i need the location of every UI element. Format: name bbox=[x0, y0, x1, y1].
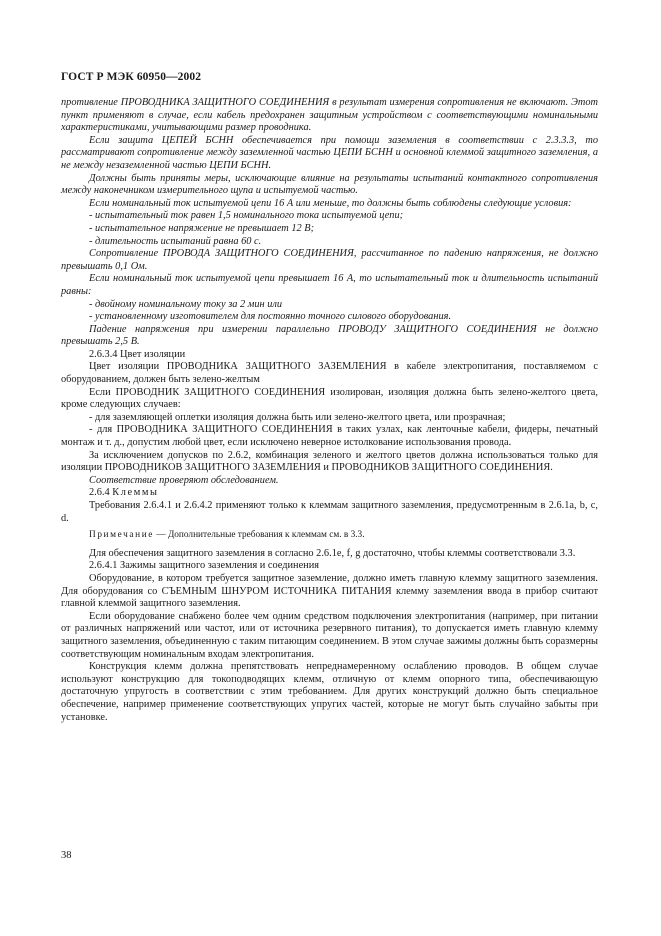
paragraph: Если оборудование снабжено более чем одним средством подключения электропитания (например, при питании от различных напряжений или частот, или от источника резервного питания), то допускается иметь главную клемму защитного заземления, объединенную с таким питающим соединением. В этом случае зажимы должны быть соразмерны соответствующим номинальным входам электропитания. bbox=[61, 610, 598, 660]
paragraph: Падение напряжения при измерении параллельно ПРОВОДУ ЗАЩИТНОГО СОЕДИНЕНИЯ не должно превышать 2,5 В. bbox=[61, 323, 598, 348]
section-title-spaced: Клеммы bbox=[112, 487, 159, 499]
document-body bbox=[61, 97, 598, 724]
note bbox=[61, 529, 598, 542]
paragraph: Если ПРОВОДНИК ЗАЩИТНОГО СОЕДИНЕНИЯ изолирован, изоляция должна быть зелено-желтого цвета, кроме следующих случаев: bbox=[61, 386, 598, 411]
list-item: - длительность испытаний равна 60 с. bbox=[89, 235, 262, 247]
list-item: - испытательное напряжение не превышает 12 В; bbox=[89, 222, 315, 234]
list-item: - для заземляющей оплетки изоляция должна быть или зелено-желтого цвета, или прозрачная; bbox=[89, 411, 506, 423]
paragraph: Соответствие проверяют обследованием. bbox=[89, 474, 279, 486]
paragraph: противление ПРОВОДНИКА ЗАЩИТНОГО СОЕДИНЕНИЯ в результат измерения сопротивления не включают. Этот пункт применяют в случае, если кабель предохранен защитным устройством с соответствующими номинальными характеристиками, учитывающими размер проводника. bbox=[61, 97, 598, 134]
paragraph: Если номинальный ток испытуемой цепи превышает 16 А, то испытательный ток и длительность испытаний равны: bbox=[61, 273, 598, 297]
paragraph: Сопротивление ПРОВОДА ЗАЩИТНОГО СОЕДИНЕНИЯ, рассчитанное по падению напряжения, не должно превышать 0,1 Ом. bbox=[61, 248, 598, 272]
paragraph: За исключением допусков по 2.6.2, комбинация зеленого и желтого цветов должна использоваться только для изоляции ПРОВОДНИКОВ ЗАЩИТНОГО ЗАЗЕМЛЕНИЯ и ПРОВОДНИКОВ ЗАЩИТНОГО СОЕДИНЕНИЯ. bbox=[61, 449, 598, 474]
list-item: - двойному номинальному току за 2 мин или bbox=[89, 298, 283, 310]
page-number: 38 bbox=[61, 850, 72, 861]
paragraph: Должны быть приняты меры, исключающие влияние на результаты испытаний контактного сопротивления между наконечником измерительного щупа и испытуемой частью. bbox=[61, 172, 598, 197]
paragraph: Требования 2.6.4.1 и 2.6.4.2 применяют только к клеммам защитного заземления, предусмотренным в 2.6.1а, b, c, d. bbox=[61, 500, 598, 524]
note-label: Примечание bbox=[89, 530, 154, 541]
paragraph: Оборудование, в котором требуется защитное заземление, должно иметь главную клемму защитного заземления. Для оборудования со СЪЕМНЫМ ШНУРОМ ИСТОЧНИКА ПИТАНИЯ клемму заземления ввода в прибор считают главной клеммой защитного заземления. bbox=[61, 572, 598, 610]
list-item: - испытательный ток равен 1,5 номинального тока испытуемой цепи; bbox=[89, 210, 404, 222]
paragraph: Если номинальный ток испытуемой цепи 16 А или меньше, то должны быть соблюдены следующие условия: bbox=[89, 197, 572, 209]
note-text: — Дополнительные требования к клеммам см. в 3.3. bbox=[154, 530, 365, 541]
section-heading bbox=[61, 487, 598, 500]
list-item: - для ПРОВОДНИКА ЗАЩИТНОГО СОЕДИНЕНИЯ в таких узлах, как ленточные кабели, фидеры, печатный монтаж и т. д., допустим любой цвет, если исключено неверное истолкование использования провода. bbox=[61, 424, 598, 449]
paragraph: Если защита ЦЕПЕЙ БСНН обеспечивается при помощи заземления в соответствии с 2.3.3.3, то рассматривают сопротивление между заземленной частью ЦЕПИ БСНН и основной клеммой защитного заземления, а не между незаземленной частью ЦЕПИ БСНН. bbox=[61, 134, 598, 171]
section-heading: 2.6.4.1 Зажимы защитного заземления и соединения bbox=[89, 560, 320, 572]
paragraph: Конструкция клемм должна препятствовать непреднамеренному ослаблению проводов. В общем случае используют конструкцию для токоподводящих клемм, отличную от клемм опорного типа, обеспечивающую достаточную упругость в соответствии с этим требованием. Для других конструкций должно быть специальное обеспечение, например применение соответствующих упругих частей, которые не могут быть случайно забыты при установке. bbox=[61, 661, 598, 723]
section-heading: 2.6.3.4 Цвет изоляции bbox=[89, 348, 186, 360]
page-header: ГОСТ Р МЭК 60950—2002 bbox=[61, 71, 202, 83]
section-number: 2.6.4 bbox=[89, 487, 113, 499]
paragraph: Цвет изоляции ПРОВОДНИКА ЗАЩИТНОГО ЗАЗЕМЛЕНИЯ в кабеле электропитания, поставляемом с оборудованием, должен быть зелено-желтым bbox=[61, 361, 598, 386]
paragraph: Для обеспечения защитного заземления в согласно 2.6.1e, f, g достаточно, чтобы клеммы соответствовали 3.3. bbox=[89, 547, 576, 559]
list-item: - установленному изготовителем для постоянно точного силового оборудования. bbox=[89, 311, 452, 323]
